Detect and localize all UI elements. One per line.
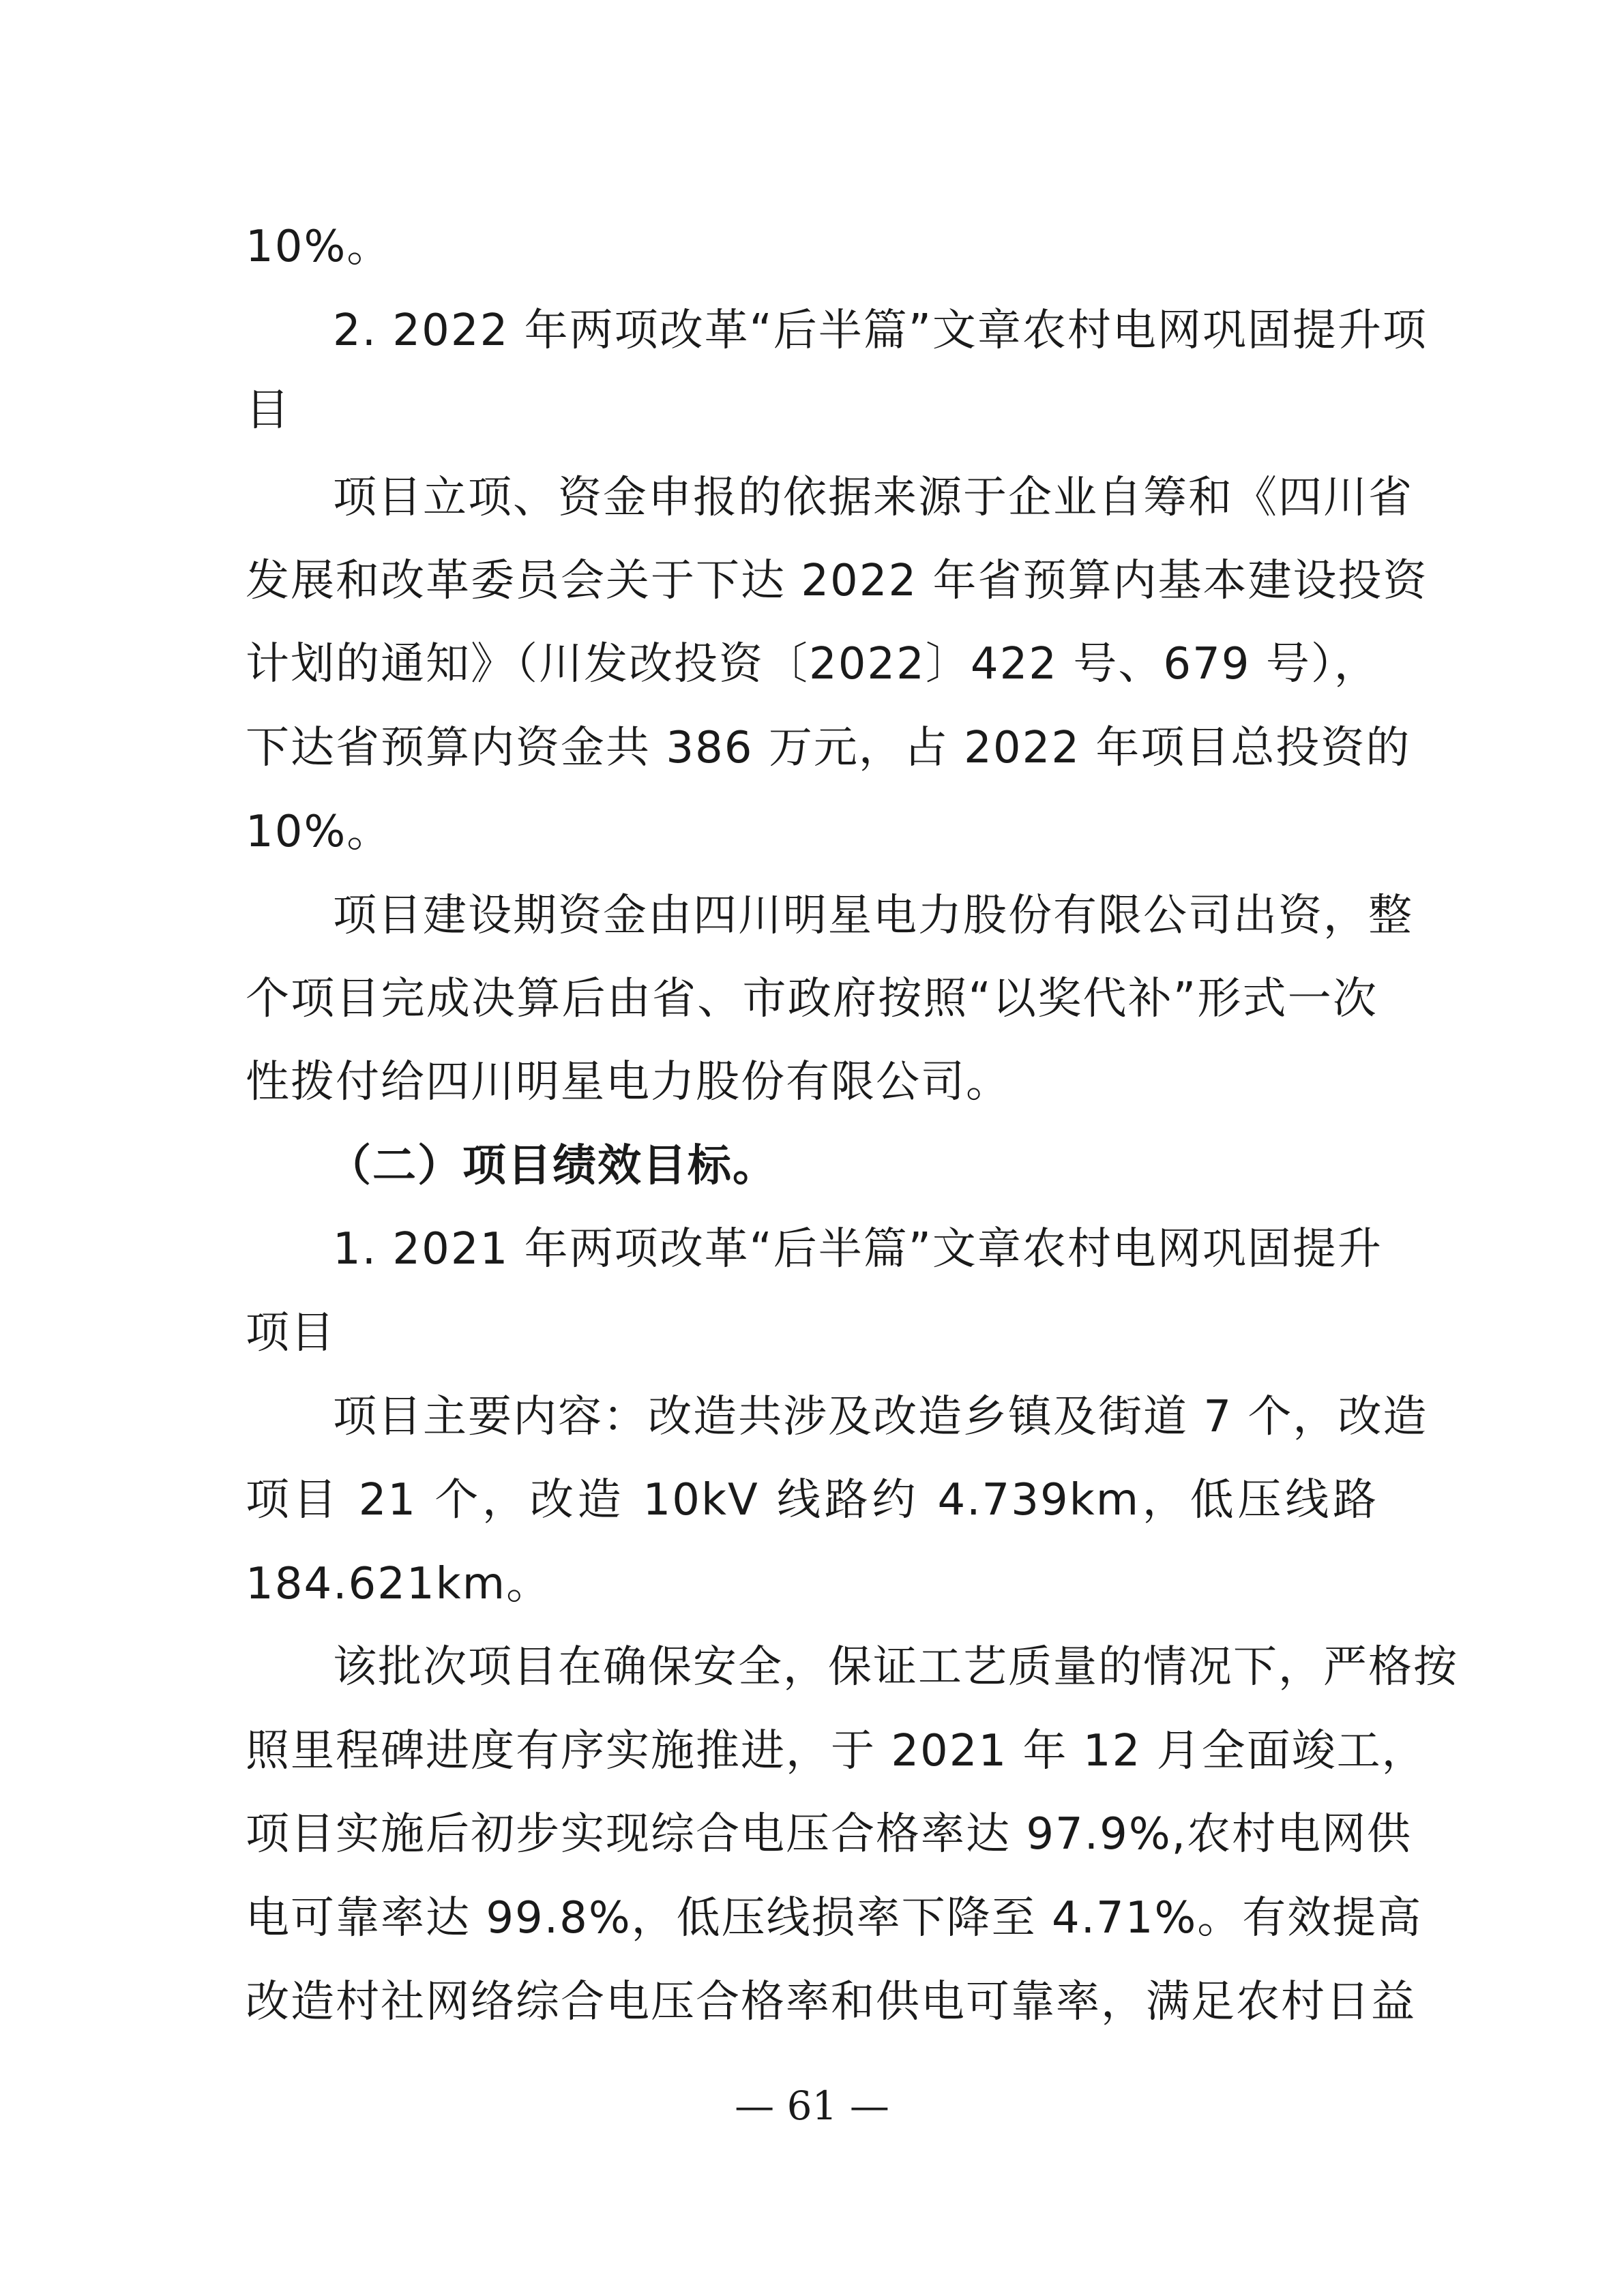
text-line: 计划的通知》（川发改投资〔2022〕422 号、679 号）， [246,639,1379,689]
text-line: 项目立项、资金申报的依据来源于企业自筹和《四川省 [333,473,1413,523]
text-line: 发展和改革委员会关于下达 2022 年省预算内基本建设投资 [246,556,1428,606]
section-heading-1: 1. 2021 年两项改革“后半篇”文章农村电网巩固提升 [333,1224,1383,1274]
section-heading-1-cont: 项目 [246,1308,336,1358]
text-line: 该批次项目在确保安全，保证工艺质量的情况下，严格按 [333,1642,1458,1693]
text-line: 下达省预算内资金共 386 万元，占 2022 年项目总投资的 [246,723,1411,773]
section-heading-2-cont: 目 [246,385,291,436]
text-line: 项目主要内容：改造共涉及改造乡镇及街道 7 个，改造 [333,1392,1428,1442]
text-line: 项目实施后初步实现综合电压合格率达 97.9%,农村电网供 [246,1809,1412,1860]
text-line: 项目 21 个，改造 10kV 线路约 4.739km，低压线路 [246,1475,1378,1525]
text-line: 性拨付给四川明星电力股份有限公司。 [246,1057,1011,1107]
text-line: 10%。 [246,222,392,272]
text-line: 个项目完成决算后由省、市政府按照“以奖代补”形式一次 [246,974,1378,1024]
text-line: 10%。 [246,807,392,857]
section-heading-2: 2. 2022 年两项改革“后半篇”文章农村电网巩固提升项 [333,305,1428,356]
page-number: — 61 — [735,2083,889,2129]
text-line: 项目建设期资金由四川明星电力股份有限公司出资，整 [333,891,1413,941]
text-line: 照里程碑进度有序实施推进，于 2021 年 12 月全面竣工， [246,1726,1427,1776]
section-heading-performance-goals: （二）项目绩效目标。 [327,1141,778,1191]
text-line: 电可靠率达 99.8%，低压线损率下降至 4.71%。有效提高 [246,1893,1423,1943]
text-line: 改造村社网络综合电压合格率和供电可靠率，满足农村日益 [246,1977,1416,2027]
text-line: 184.621km。 [246,1559,552,1609]
